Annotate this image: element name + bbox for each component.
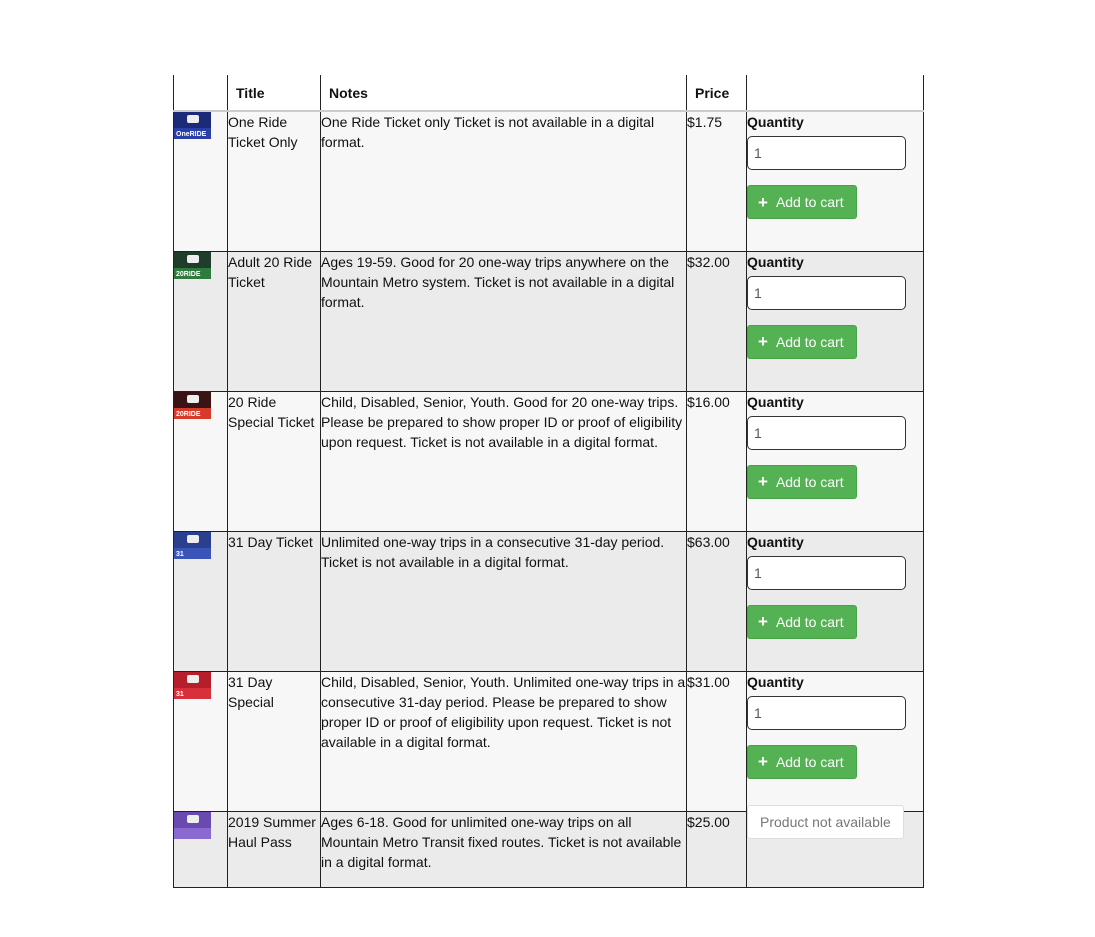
add-to-cart-label: Add to cart bbox=[775, 753, 844, 770]
quantity-label: Quantity bbox=[747, 393, 804, 410]
quantity-input[interactable] bbox=[747, 276, 906, 310]
cart-column-header bbox=[747, 75, 924, 111]
add-to-cart-button[interactable] bbox=[747, 465, 857, 499]
thumbnail-cell bbox=[174, 531, 228, 671]
add-to-cart-button[interactable] bbox=[747, 325, 857, 359]
product-notes: One Ride Ticket only Ticket is not available in a digital format. bbox=[321, 111, 687, 251]
product-notes: Ages 6-18. Good for unlimited one-way trips on all Mountain Metro Transit fixed routes. Ticket is not available in a digital format. bbox=[321, 811, 687, 887]
plus-icon: + bbox=[758, 192, 768, 212]
product-notes: Child, Disabled, Senior, Youth. Unlimited one-way trips in a consecutive 31-day period. Please be prepared to show proper ID or proof of eligibility upon request. Ticket is not available in a digital format. bbox=[321, 671, 687, 811]
thumb-logo bbox=[187, 535, 199, 543]
quantity-input[interactable] bbox=[747, 136, 906, 170]
product-notes: Ages 19-59. Good for 20 one-way trips anywhere on the Mountain Metro system. Ticket is not available in a digital format. bbox=[321, 251, 687, 391]
thumbnail-cell bbox=[174, 111, 228, 251]
thumb-band bbox=[174, 828, 211, 839]
thumb-text: 31 bbox=[176, 690, 184, 698]
product-price: $63.00 bbox=[687, 531, 747, 671]
thumb-logo bbox=[187, 815, 199, 823]
image-column-header bbox=[174, 75, 228, 111]
product-price: $16.00 bbox=[687, 391, 747, 531]
product-title: Adult 20 Ride Ticket bbox=[228, 251, 321, 391]
price-column-header: Price bbox=[687, 75, 747, 111]
product-table-container bbox=[173, 75, 923, 888]
quantity-label: Quantity bbox=[747, 533, 804, 550]
thumbnail-cell bbox=[174, 391, 228, 531]
cart-cell bbox=[747, 251, 924, 391]
table-row bbox=[174, 811, 924, 887]
table-row bbox=[174, 671, 924, 811]
thumbnail-cell bbox=[174, 251, 228, 391]
cart-cell bbox=[747, 811, 924, 887]
product-price: $25.00 bbox=[687, 811, 747, 887]
summer-haul-pass-image bbox=[174, 812, 211, 839]
table-row bbox=[174, 531, 924, 671]
thumb-text: 20RIDE bbox=[176, 270, 201, 278]
add-to-cart-button[interactable] bbox=[747, 745, 857, 779]
thumb-logo bbox=[187, 115, 199, 123]
thumb-text: 20RIDE bbox=[176, 410, 201, 418]
product-price: $1.75 bbox=[687, 111, 747, 251]
product-title: 31 Day Ticket bbox=[228, 531, 321, 671]
table-row bbox=[174, 391, 924, 531]
thumb-logo bbox=[187, 255, 199, 263]
product-price: $32.00 bbox=[687, 251, 747, 391]
20-ride-special-ticket-image bbox=[174, 392, 211, 419]
31-day-ticket-image bbox=[174, 532, 211, 559]
table-row bbox=[174, 251, 924, 391]
product-title: 31 Day Special bbox=[228, 671, 321, 811]
cart-cell bbox=[747, 391, 924, 531]
notes-column-header: Notes bbox=[321, 75, 687, 111]
product-title: 2019 Summer Haul Pass bbox=[228, 811, 321, 887]
product-not-available-button[interactable]: Product not available bbox=[747, 805, 904, 839]
product-table bbox=[173, 75, 924, 888]
cart-cell bbox=[747, 111, 924, 251]
plus-icon: + bbox=[758, 332, 768, 351]
quantity-label: Quantity bbox=[747, 253, 804, 270]
one-ride-ticket-image bbox=[174, 112, 211, 139]
product-notes: Unlimited one-way trips in a consecutive 31-day period. Ticket is not available in a digital format. bbox=[321, 531, 687, 671]
adult-20-ride-ticket-image bbox=[174, 252, 211, 279]
add-to-cart-label: Add to cart bbox=[775, 194, 844, 210]
thumb-logo bbox=[187, 395, 199, 403]
plus-icon: + bbox=[758, 752, 768, 771]
quantity-input[interactable] bbox=[747, 696, 906, 730]
thumb-logo bbox=[187, 675, 199, 683]
table-row bbox=[174, 111, 924, 251]
product-title: 20 Ride Special Ticket bbox=[228, 391, 321, 531]
31-day-special-image bbox=[174, 672, 211, 699]
quantity-label: Quantity bbox=[747, 673, 804, 690]
add-to-cart-label: Add to cart bbox=[775, 333, 844, 350]
thumbnail-cell bbox=[174, 811, 228, 887]
cart-cell bbox=[747, 671, 924, 811]
product-notes: Child, Disabled, Senior, Youth. Good for 20 one-way trips. Please be prepared to show proper ID or proof of eligibility upon request. Ticket is not available in a digital format. bbox=[321, 391, 687, 531]
plus-icon: + bbox=[758, 472, 768, 491]
plus-icon: + bbox=[758, 612, 768, 631]
product-price: $31.00 bbox=[687, 671, 747, 811]
cart-cell bbox=[747, 531, 924, 671]
thumbnail-cell bbox=[174, 671, 228, 811]
thumb-text: OneRIDE bbox=[176, 131, 207, 138]
quantity-input[interactable] bbox=[747, 416, 906, 450]
add-to-cart-label: Add to cart bbox=[775, 473, 844, 490]
title-column-header: Title bbox=[228, 75, 321, 111]
add-to-cart-button[interactable] bbox=[747, 605, 857, 639]
add-to-cart-label: Add to cart bbox=[775, 613, 844, 630]
table-header-row bbox=[174, 75, 924, 111]
quantity-input[interactable] bbox=[747, 556, 906, 590]
add-to-cart-button[interactable] bbox=[747, 185, 857, 219]
product-title: One Ride Ticket Only bbox=[228, 111, 321, 251]
thumb-text: 31 bbox=[176, 550, 184, 558]
quantity-label: Quantity bbox=[747, 114, 804, 130]
